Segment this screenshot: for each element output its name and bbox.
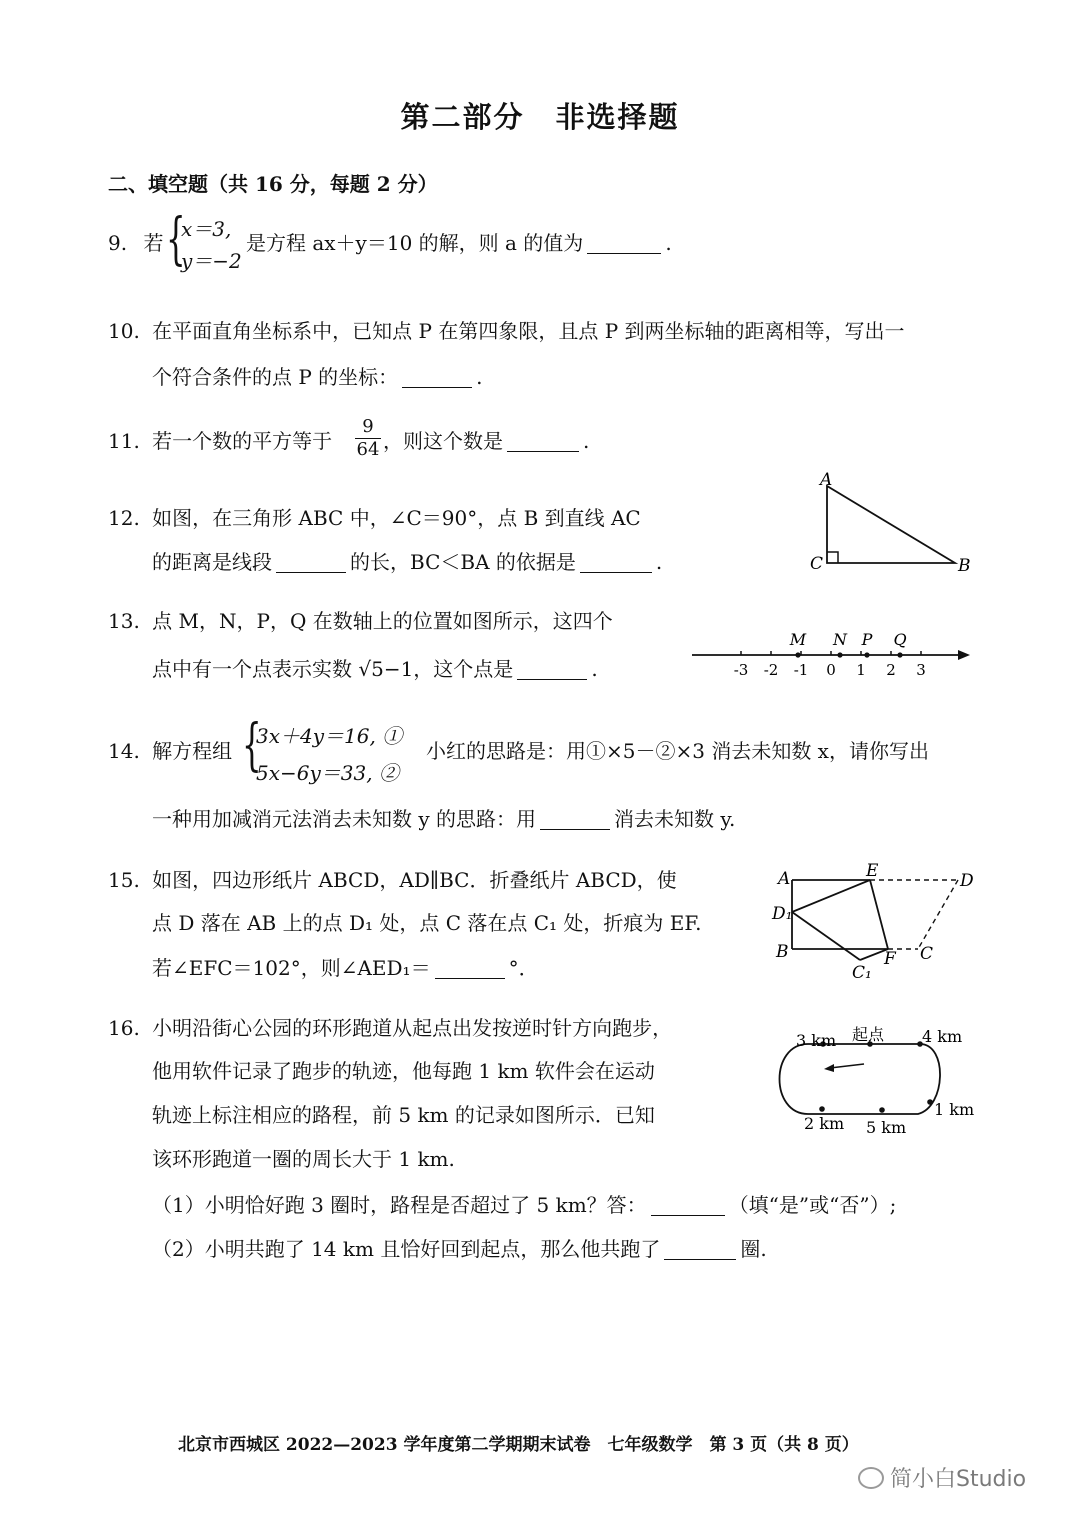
wechat-icon (858, 1467, 884, 1489)
label-b: B (776, 942, 789, 962)
q11-pre: 若一个数的平方等于 (152, 429, 333, 453)
marker-1km (927, 1099, 933, 1105)
oval-track (780, 1044, 941, 1114)
marker-5km (879, 1107, 885, 1113)
q13-end: . (591, 657, 598, 681)
q16-sub1b: （填“是”或“否”）; (728, 1193, 897, 1217)
question-number: 10. (108, 319, 140, 343)
question-15-line2 (152, 908, 702, 938)
tick-label: 1 (856, 661, 866, 679)
question-13 (108, 606, 613, 636)
label-c1: C₁ (852, 963, 872, 983)
q10-end: . (476, 365, 483, 389)
q11-post: ，则这个数是 (383, 429, 503, 453)
q10-line2: 个符合条件的点 P 的坐标： (152, 365, 399, 389)
q14-line2a: 一种用加减消元法消去未知数 y 的思路：用 (152, 807, 537, 831)
label-f: F (884, 949, 896, 969)
question-number: 12. (108, 506, 140, 530)
point-label-m: M (789, 630, 807, 649)
q9-end: . (665, 231, 672, 255)
right-angle-mark (827, 552, 838, 563)
tick-label: 0 (826, 661, 836, 679)
point-n (837, 652, 842, 657)
q15-line3b: °． (508, 956, 539, 980)
label-c: C (810, 554, 824, 574)
brace-symbol: { (166, 207, 186, 272)
question-number: 15. (108, 868, 140, 892)
label-c: C (920, 944, 934, 964)
triangle-abc-figure (800, 468, 980, 583)
question-15 (108, 865, 677, 895)
q12-line2b: 的长，BC＜BA 的依据是 (350, 550, 576, 574)
q11-end: . (583, 429, 590, 453)
tick-label: -1 (793, 661, 809, 679)
label-b: B (958, 556, 971, 576)
answer-blank[interactable] (651, 1214, 725, 1216)
section-header: 二、填空题（共 16 分，每题 2 分） (108, 172, 438, 196)
number-line-figure (688, 622, 973, 682)
label-d1: D₁ (772, 904, 793, 924)
tick-label: 2 (886, 661, 896, 679)
answer-blank[interactable] (517, 678, 587, 680)
label-4km: 4 km (922, 1027, 963, 1046)
folded-quadrilateral-figure (770, 862, 980, 987)
q10-line1: 在平面直角坐标系中，已知点 P 在第四象限，且点 P 到两坐标轴的距离相等，写出一 (152, 319, 905, 343)
marker-2km (819, 1106, 825, 1112)
question-10-line2 (152, 362, 483, 392)
number-line-points (789, 630, 907, 658)
question-10 (108, 316, 905, 346)
question-number: 11. (108, 429, 140, 453)
label-a: A (778, 869, 791, 889)
q15-line2: 点 D 落在 AB 上的点 D₁ 处，点 C 落在点 C₁ 处，折痕为 EF. (152, 911, 702, 935)
question-15-line3 (152, 953, 539, 983)
arrow-right-icon (958, 650, 970, 660)
question-14-line2 (152, 804, 735, 834)
segment-d1e (792, 880, 870, 912)
q9-text (246, 228, 672, 258)
running-track-figure (770, 1022, 980, 1140)
q14-equation-1: 3x＋4y＝16, ① (256, 724, 403, 748)
point-label-n: N (833, 630, 847, 649)
q15-line3a: 若∠EFC＝102°，则∠AED₁＝ (152, 956, 431, 980)
question-number: 9. (108, 231, 128, 255)
watermark (858, 1462, 1026, 1493)
answer-blank[interactable] (276, 571, 346, 573)
answer-blank[interactable] (507, 450, 579, 452)
question-number: 14. (108, 739, 140, 763)
q16-subquestion-2 (152, 1234, 767, 1264)
q12-end: . (655, 550, 663, 574)
page-footer: 北京市西城区 2022—2023 学年度第二学期期末试卷 七年级数学 第 3 页（共 8 页） (178, 1435, 859, 1455)
q16-line4: 该环形跑道一圈的周长大于 1 km. (152, 1147, 455, 1171)
q11-text (383, 426, 589, 456)
q16-line3: 轨迹上标注相应的路程，前 5 km 的记录如图所示．已知 (152, 1103, 655, 1127)
point-q (897, 652, 902, 657)
answer-blank[interactable] (580, 571, 652, 573)
q14-text (426, 736, 929, 766)
watermark-text: 简小白Studio (890, 1467, 1027, 1492)
q16-subquestion-1 (152, 1190, 896, 1220)
answer-blank[interactable] (664, 1258, 736, 1260)
tick-label: 3 (916, 661, 926, 679)
q9-pre: 若 (143, 231, 164, 255)
triangle-abc (827, 486, 955, 563)
q14-post: 小红的思路是：用①×5－②×3 消去未知数 x，请你写出 (426, 739, 929, 763)
answer-blank[interactable] (587, 252, 661, 254)
q13-line2: 点中有一个点表示实数 √5−1，这个点是 (152, 657, 514, 681)
question-12-line2 (152, 547, 662, 577)
q15-line1: 如图，四边形纸片 ABCD，AD∥BC．折叠纸片 ABCD，使 (152, 868, 677, 892)
q9-equation-2: y＝−2 (181, 249, 242, 273)
question-number: 13. (108, 609, 140, 633)
segment-ef-crease (870, 880, 888, 949)
question-number: 16. (108, 1016, 140, 1040)
q13-line1: 点 M，N，P，Q 在数轴上的位置如图所示，这四个 (152, 609, 613, 633)
q16-line2: 他用软件记录了跑步的轨迹，他每跑 1 km 软件会在运动 (152, 1059, 655, 1083)
point-m (795, 652, 800, 657)
answer-blank[interactable] (435, 977, 505, 979)
point-p (864, 652, 869, 657)
q14-pre: 解方程组 (152, 739, 233, 763)
label-start: 起点 (852, 1025, 885, 1044)
question-16 (108, 1013, 672, 1043)
segment-d1c1 (792, 912, 860, 960)
label-a: A (820, 470, 833, 490)
question-12 (108, 503, 641, 533)
fraction-9-64 (355, 416, 381, 461)
q16-sub2b: 圈. (740, 1237, 767, 1261)
q16-sub1a: （1）小明恰好跑 3 圈时，路程是否超过了 5 km？答： (152, 1193, 647, 1217)
tick-label: -3 (733, 661, 749, 679)
q9-post: 是方程 ax＋y＝10 的解，则 a 的值为 (246, 231, 584, 255)
point-label-p: P (861, 630, 873, 649)
q16-line1: 小明沿街心公园的环形跑道从起点出发按逆时针方向跑步， (152, 1016, 673, 1040)
label-2km: 2 km (804, 1114, 845, 1133)
brace-symbol: { (242, 713, 262, 778)
fraction-numerator: 9 (362, 416, 374, 437)
question-14 (108, 736, 232, 766)
part-title: 第二部分 非选择题 (400, 100, 680, 134)
direction-arrow (830, 1064, 864, 1068)
label-5km: 5 km (866, 1118, 907, 1137)
label-3km: 3 km (796, 1031, 837, 1050)
segment-dc-dashed (918, 880, 958, 949)
label-e: E (866, 862, 879, 881)
label-1km: 1 km (934, 1100, 975, 1119)
answer-blank[interactable] (402, 386, 472, 388)
answer-blank[interactable] (540, 828, 610, 830)
arrow-left-icon (824, 1064, 834, 1072)
q14-line2b: 消去未知数 y. (614, 807, 736, 831)
q12-line1: 如图，在三角形 ABC 中，∠C＝90°，点 B 到直线 AC (152, 506, 641, 530)
q12-line2a: 的距离是线段 (152, 550, 272, 574)
question-13-line2 (152, 654, 598, 684)
point-label-q: Q (893, 630, 907, 649)
q14-equation-2: 5x−6y＝33, ② (256, 761, 399, 785)
tick-label: -2 (763, 661, 779, 679)
fraction-denominator: 64 (356, 439, 380, 460)
question-9 (108, 228, 163, 258)
question-11 (108, 426, 332, 456)
q16-sub2a: （2）小明共跑了 14 km 且恰好回到起点，那么他共跑了 (152, 1237, 661, 1261)
label-d: D (960, 871, 974, 891)
q9-equation-1: x＝3, (181, 217, 232, 241)
